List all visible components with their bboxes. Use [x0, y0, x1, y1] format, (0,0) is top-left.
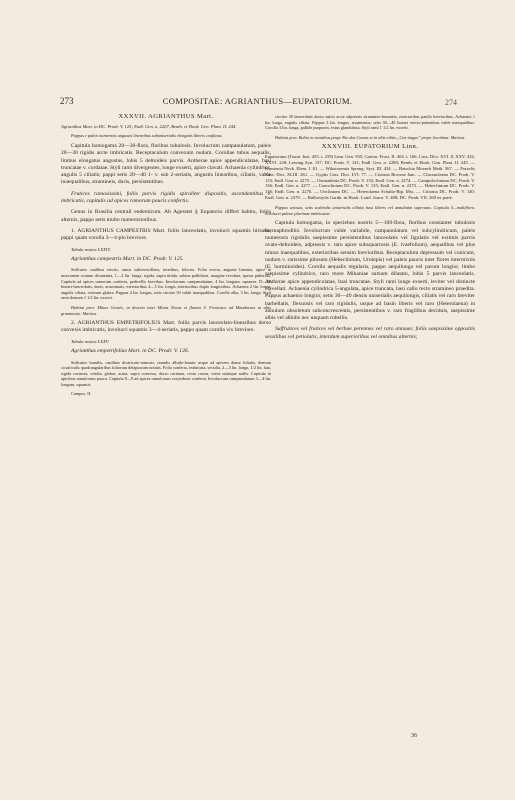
signature-mark: 36 [411, 733, 417, 739]
continued-description: circiter 30 lanceolatis dorso sulcis arcte adpressis stramineo-brunneis, exterioribus paullo brevioribus. Achaenia 1 lin. longa, angulis ciliata. Pappus 3 lin. longus, stramineus, setis 30—40 lineari erecto-patentibus valde inaequalibus. Corolla 3 lin. longa, pallide purpurea, extus glandulosa. Styli rami 1 1/2 lin. exserti. [265, 114, 475, 131]
species-1-plate: Tabula nostra LXXIV. [71, 246, 111, 252]
page-header [0, 96, 515, 110]
eupatorium-description: Capitula homogama, in speciebus nostris 5—100-flora, floribus constanter tubulosis hermaphroditis. Involucrum valde variabile, campanulatum vel subcylindricum, paleis numerosis rigidulis saepissime persistentibus lanceolatis vel ligulatis vel extimis parvis ovato-deltoideis, adpressis v. raro apice subsquarrosis (E. ivaefolium), aequalibus vel plus minus inaequalibus, exterioribus sensim brevioribus. Receptaculum depressum vel conicum, nudum v. rarissime pilosum (Hebeclinium, Urolepis) vel paleis paucis inter flores intermixtis (E. horminoides). Corolla aequalis regularis, pappo aequilonga vel parum longior, limbo saepissime cylindrico, raro more Mikaniae sursum dilatato, lobis 5 parvis lanceolatis. Antherae apice appendiculatae, basi truncatae. Styli rami longe exserti, leviter vel distincte clavellati. Achaenia cylindrica 5-angulata, apice truncata, basi callo recto stramineo praedita. Pappus achaenio longior, setis 30—40 densis uniserialis aequilongis, ciliatis vel raro breviter barbellatis, flexuosis vel raro rigidulis, usque ad basin liberis vel raro (Heterolaena) in annulum obsoletum subconcrescentis, persistentibus v. raro fragilibus deciduis, saepissime albis vel albidis nec unquam rubellis. [265, 220, 475, 322]
species-1-habitat: Habitat prov. Minas Geraës, in deserto inter Minas Novas et flumen S. Francisco ad Mandacaes in altis graminosis: Martius. [61, 304, 271, 316]
species-1-reference: Agrianthus campestris Mart. in DC. Prodr. V. 125. [71, 256, 184, 263]
eupatorium-short-diagnosis: Pappus setosus, setis scabridis uniserialis ciliatis basi liberis vel annulatim superatas. Capitula 5—multiflora. Involucri paleae plurimae imbricatae. [265, 205, 475, 216]
right-column [265, 114, 475, 345]
genus-references: Agrianthus Mart. in DC. Prodr. V. 125; Endl. Gen. n. 2267, Benth. et Hook. Gen. Plant. II. 244. [61, 123, 237, 129]
left-column [61, 114, 271, 401]
genus-title-eupatorium: XXXVIII. EUPATORIUM Linn. [321, 143, 419, 151]
running-head: COMPOSITAE: AGRIANTHUS—EUPATORIUM. [162, 96, 353, 106]
eupatorium-references: Eupatorium (Tourn. Inst. 455. t. 259) Linn. Gen. 935; Gaertn. Fruct. II. 404. t. 166; Cass. Dict. XVI. 8, XXV. 432, XXVI. 228; Lessing Syn. 157; DC. Prodr. V. 141; Endl. Gen. n. 2280; Benth. et Hook. Gen. Plant. II. 245. — Kyrstenia Neck. Elem. I. 81. — Wikstroemia Spreng. Syst. III. 434. — Batschia Moench Meth. 567. — Praxelis Cass. Dict. XLIII. 261. — Gyptis Cass. Dict. LVI. 77. — Critonia Browne Jam. — Chromolaena DC. Prodr. V. 133; Endl. Gen. n. 2275. — Osmiadenia DC. Prodr. V. 133; Endl. Gen. n. 2274. — Campuloclinium DC. Prodr. V. 136; Endl. Gen. n. 2277. — Conoclinium DC. Prodr. V. 135; Endl. Gen. n. 2273. — Hebeclinium DC. Prodr. V. 136; Endl. Gen. n. 2276. — Ooclinium DC. — Heterolaena Schultz-Bip. Mss. — Critonia DC. Prodr. V. 140; Endl. Gen. n. 2279. — Bulbostylis Gardn. in Hook. Lond. Journ. V. 488; DC. Prodr. VII. 269 ex parte. [265, 153, 475, 201]
genus-description: Capitula homogama 20—30-flora, floribus tubulosis. Involucrum campanulatum, paleis 20—30 rigidis arcte imbricatis. Receptaculum convexum nudum. Corollae tubus aequalis, limbus elongatus angustus, lobis 5 deltoideis parvis. Antherae apice appendiculatae, basi truncatae v. cordatae. Styli rami divergentes, longe exserti, apice clavati. Achaenia cylindrica, angulis 5 ciliatis; pappi setis 20—40 1- v. sub 2-seriatis, angustis linearibus, ciliatis, valde inaequalibus, stramineis, duris, persistentibus. [61, 143, 271, 186]
genus-title-agrianthus: XXXVII. AGRIANTHUS Mart. [118, 113, 214, 120]
species-1-title: 1. AGRIANTHUS CAMPESTRIS Mart. foliis lanceolatis, involucri squamis hirsutis, pappi quam corolla 3—4-plo breviore. [61, 227, 271, 242]
species-2-reference: Agrianthus empetrifolius Mart. in DC. Prodr. V. 126. [71, 348, 190, 355]
short-diagnosis: Pappus e paleis numerosis angustis linearibus subuniserialis elongatis liberis conflatus. [71, 133, 223, 139]
species-2-continuation: Campos. II. [71, 391, 92, 397]
species-2-plate: Tabula nostra LXXV. [71, 338, 110, 344]
species-2-description: Suffrutex humilis, caulibus divaricato-ramosis, ramulis albido-lanatis usque ad apicem dense foliatis, demum cicatriculis quadrangularibus foliorum delapsorum notatis. Folia conferta, imbricata, sessilia, 2—3 lin. longa, 1/2 lin. lata, rigida coriacea, viridia, glabra, acuta, supra convexa, dorso carinata, costa crassa, venis utrinque nullis. Capitula in apicibus ramulorum pauca. Capitula 8—9 ad apices ramulorum corymbose conferta. Involucrum campanulatum 3—4 lin. longum, squamis [61, 359, 271, 387]
habitat-note: Habitat prov. Bahia in montibus prope Rio das Contas et in altis editis „Cas-tingas” prope Jacobina: Martius. [275, 134, 466, 140]
species-1-description: Suffrutex caulibus erectis, ramis subverticillatis, teretibus, foliosis. Folia erecta, anguste linearia, apice in mucronem acutum desinentia, 1—2 lin. longa, rigida, supra nitida, subtus pallidiora, margine revoluta, sparse puberula. Capitula ad apices ramorum conferta, pedicellis brevibus. Involucrum campanulatum, 4 lin. longum, squamis 15—20 lineari-lanceolatis, duris, acuminatis, exterioribus 4—5 lin. longis, interioribus duplo longioribus. Achaenia 2 lin. longa, angulis ciliata, ceterum glabra. Pappus 4 lin. longus, setis circiter 30 valde inaequalibus. Corolla alba, 3 lin. longa. Styli rami demum 1 1/2 lin. exserti. [61, 267, 271, 301]
species-2-title: 2. AGRIANTHUS EMPETRIFOLIUS Mart. foliis parvis lanceolato-linearibus dorso convexis imbricatis, involucri squamis 3—4-seriatis, pappo quam corolla vix breviore. [61, 320, 271, 334]
habit-description: Frutices ramosissimi, foliis parvis rigidis spiraliter dispositis, ascendentibus v. imbricatis, capitulis ad apices ramorum paucis confertis. [61, 190, 271, 205]
eupatorium-habit: Suffrutices vel frutices vel herbae perennes vel raro annuae; foliis saepissime oppositis sessilibus vel petiolatis, interdum superioribus vel omnibus alternis; [265, 326, 475, 340]
page-number-right: 274 [445, 98, 457, 107]
genus-note: Genus in Brasilia centrali endemicum. Ab Ageratei § Eupatorio differt habitu, foliis alternis, pappo setis multo numerosioribus. [61, 209, 271, 223]
page-number-left: 273 [60, 96, 74, 106]
